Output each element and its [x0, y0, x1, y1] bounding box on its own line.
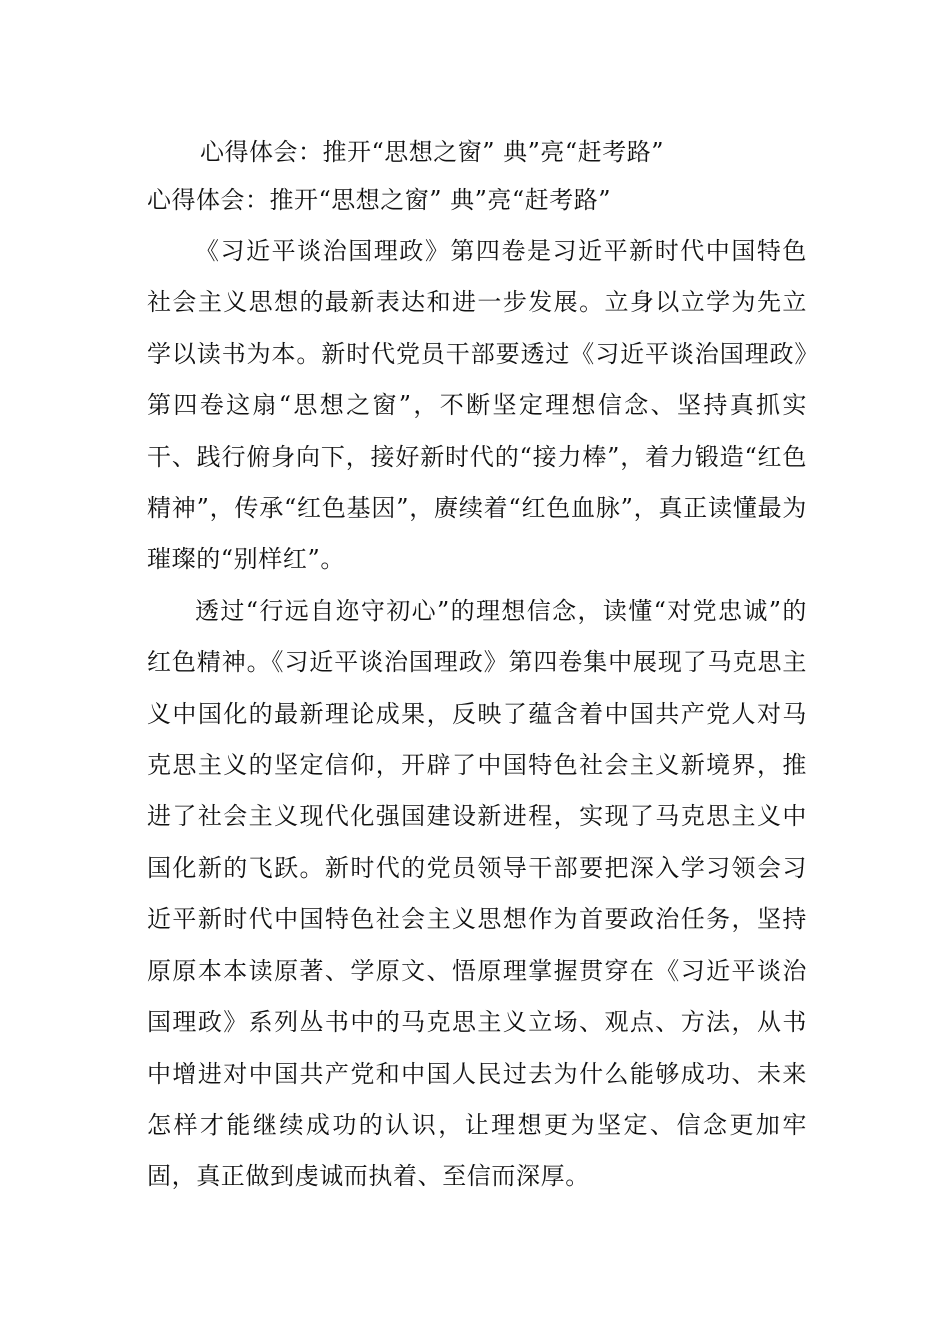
document-body	[147, 226, 807, 1203]
document-title-repeat: 心得体会：推开“思想之窗” 典”亮“赶考路”	[147, 186, 611, 214]
paragraph: 透过“行远自迩守初心”的理想信念，读懂“对党忠诚”的红色精神。《习近平谈治国理政》第四卷集中展现了马克思主义中国化的最新理论成果，反映了蕴含着中国共产党人对马克思主义的坚定信仰，开辟了中国特色社会主义新境界，推进了社会主义现代化强国建设新进程，实现了马克思主义中国化新的飞跃。新时代的党员领导干部要把深入学习领会习近平新时代中国特色社会主义思想作为首要政治任务，坚持原原本本读原著、学原文、悟原理掌握贯穿在《习近平谈治国理政》系列丛书中的马克思主义立场、观点、方法，从书中增进对中国共产党和中国人民过去为什么能够成功、未来怎样才能继续成功的认识，让理想更为坚定、信念更加牢固，真正做到虔诚而执着、至信而深厚。	[147, 596, 807, 1191]
paragraph: 《习近平谈治国理政》第四卷是习近平新时代中国特色社会主义思想的最新表达和进一步发展。立身以立学为先立学以读书为本。新时代党员干部要透过《习近平谈治国理政》第四卷这扇“思想之窗”，不断坚定理想信念、坚持真抓实干、践行俯身向下，接好新时代的“接力棒”，着力锻造“红色精神”，传承“红色基因”，赓续着“红色血脉”，真正读懂最为璀璨的“别样红”。	[147, 237, 807, 574]
document-title: 心得体会：推开“思想之窗” 典”亮“赶考路”	[200, 138, 664, 166]
